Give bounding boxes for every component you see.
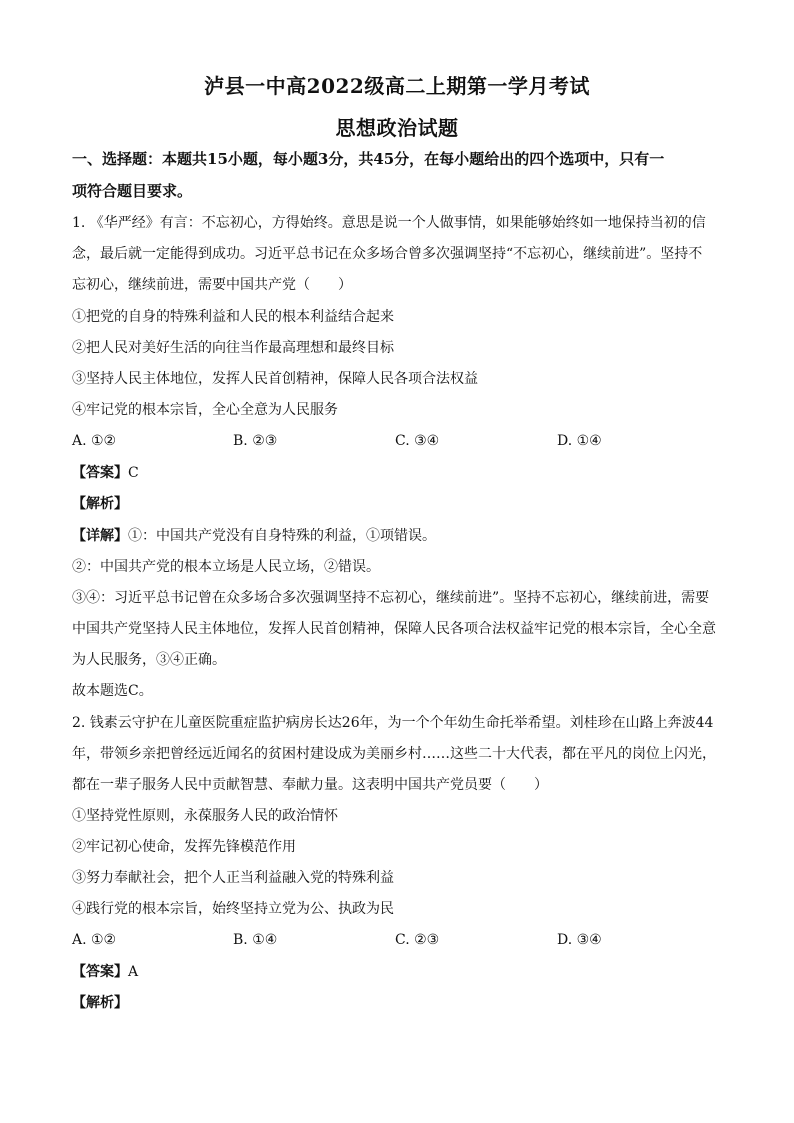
q2-stem-line1: 2. 钱素云守护在儿童医院重症监护病房长达26年，为一个个年幼生命托举希望。刘桂珍在山路上奔波44	[72, 715, 714, 731]
q2-statement-3: ③努力奉献社会，把个人正当利益融入党的特殊利益	[72, 870, 394, 886]
section-heading-line1: 一、选择题：本题共15小题，每小题3分，共45分，在每小题给出的四个选项中，只有一	[72, 150, 665, 168]
q1-statement-1: ①把党的自身的特殊利益和人民的根本利益结合起来	[72, 309, 394, 325]
page-title: 泸县一中高2022级高二上期第一学月考试	[204, 74, 590, 98]
q1-stem-line1: 1. 《华严经》有言：不忘初心，方得始终。意思是说一个人做事情，如果能够始终如一地保持当初的信	[72, 215, 706, 231]
q1-answer-tag: 【答案】	[72, 465, 128, 481]
q2-answer-value: A	[128, 964, 139, 980]
section-heading-line2: 项符合题目要求。	[72, 182, 193, 200]
q1-detail-text1: ①：中国共产党没有自身特殊的利益，①项错误。	[128, 528, 436, 544]
q2-answer-tag: 【答案】	[72, 964, 128, 980]
q1-statement-3: ③坚持人民主体地位，发挥人民首创精神，保障人民各项合法权益	[72, 371, 478, 387]
q1-detail-line2: ②：中国共产党的根本立场是人民立场，②错误。	[72, 559, 380, 575]
q2-statement-4: ④践行党的根本宗旨，始终坚持立党为公、执政为民	[72, 901, 394, 917]
q1-conclusion: 故本题选C。	[72, 683, 153, 699]
q2-statement-1: ①坚持党性原则，永葆服务人民的政治情怀	[72, 808, 338, 824]
q2-statement-2: ②牢记初心使命，发挥先锋模范作用	[72, 839, 296, 855]
q1-detail-line4: 中国共产党坚持人民主体地位，发挥人民首创精神，保障人民各项合法权益牢记党的根本宗旨，全心全意	[72, 621, 716, 637]
q1-option-c: C. ③④	[395, 433, 440, 449]
q1-answer-line	[72, 464, 732, 482]
q1-stem-line2: 念，最后就一定能得到成功。习近平总书记在众多场合曾多次强调坚持“不忘初心，继续前进”。坚持不	[72, 246, 703, 262]
page-subtitle: 思想政治试题	[335, 116, 459, 140]
q1-option-a: A. ①②	[72, 433, 117, 449]
q2-option-a: A. ①②	[72, 932, 117, 948]
q1-statement-2: ②把人民对美好生活的向往当作最高理想和最终目标	[72, 340, 394, 356]
q1-analysis-tag: 【解析】	[72, 496, 128, 512]
q1-detail-line1	[72, 527, 732, 545]
q2-answer-line	[72, 963, 732, 981]
q2-option-d: D. ③④	[557, 932, 602, 948]
q2-stem-line3: 都在一辈子服务人民中贡献智慧、奉献力量。这表明中国共产党员要（ ）	[72, 777, 548, 793]
q1-detail-line3: ③④：习近平总书记曾在众多场合多次强调坚持不忘初心，继续前进”。坚持不忘初心，继续前进，需要	[72, 590, 710, 606]
q1-statement-4: ④牢记党的根本宗旨，全心全意为人民服务	[72, 402, 338, 418]
q1-option-d: D. ①④	[557, 433, 602, 449]
q2-option-b: B. ①④	[233, 932, 278, 948]
q2-option-c: C. ②③	[395, 932, 440, 948]
q1-detail-tag: 【详解】	[72, 528, 128, 544]
q1-answer-value: C	[128, 465, 139, 481]
q1-detail-line5: 为人民服务，③④正确。	[72, 652, 226, 668]
q1-stem-line3: 忘初心，继续前进，需要中国共产党（ ）	[72, 277, 352, 293]
q2-stem-line2: 年，带领乡亲把曾经远近闻名的贫困村建设成为美丽乡村……这些二十大代表，都在平凡的岗位上闪光，	[72, 746, 716, 762]
q1-option-b: B. ②③	[233, 433, 278, 449]
q2-analysis-tag: 【解析】	[72, 995, 128, 1011]
